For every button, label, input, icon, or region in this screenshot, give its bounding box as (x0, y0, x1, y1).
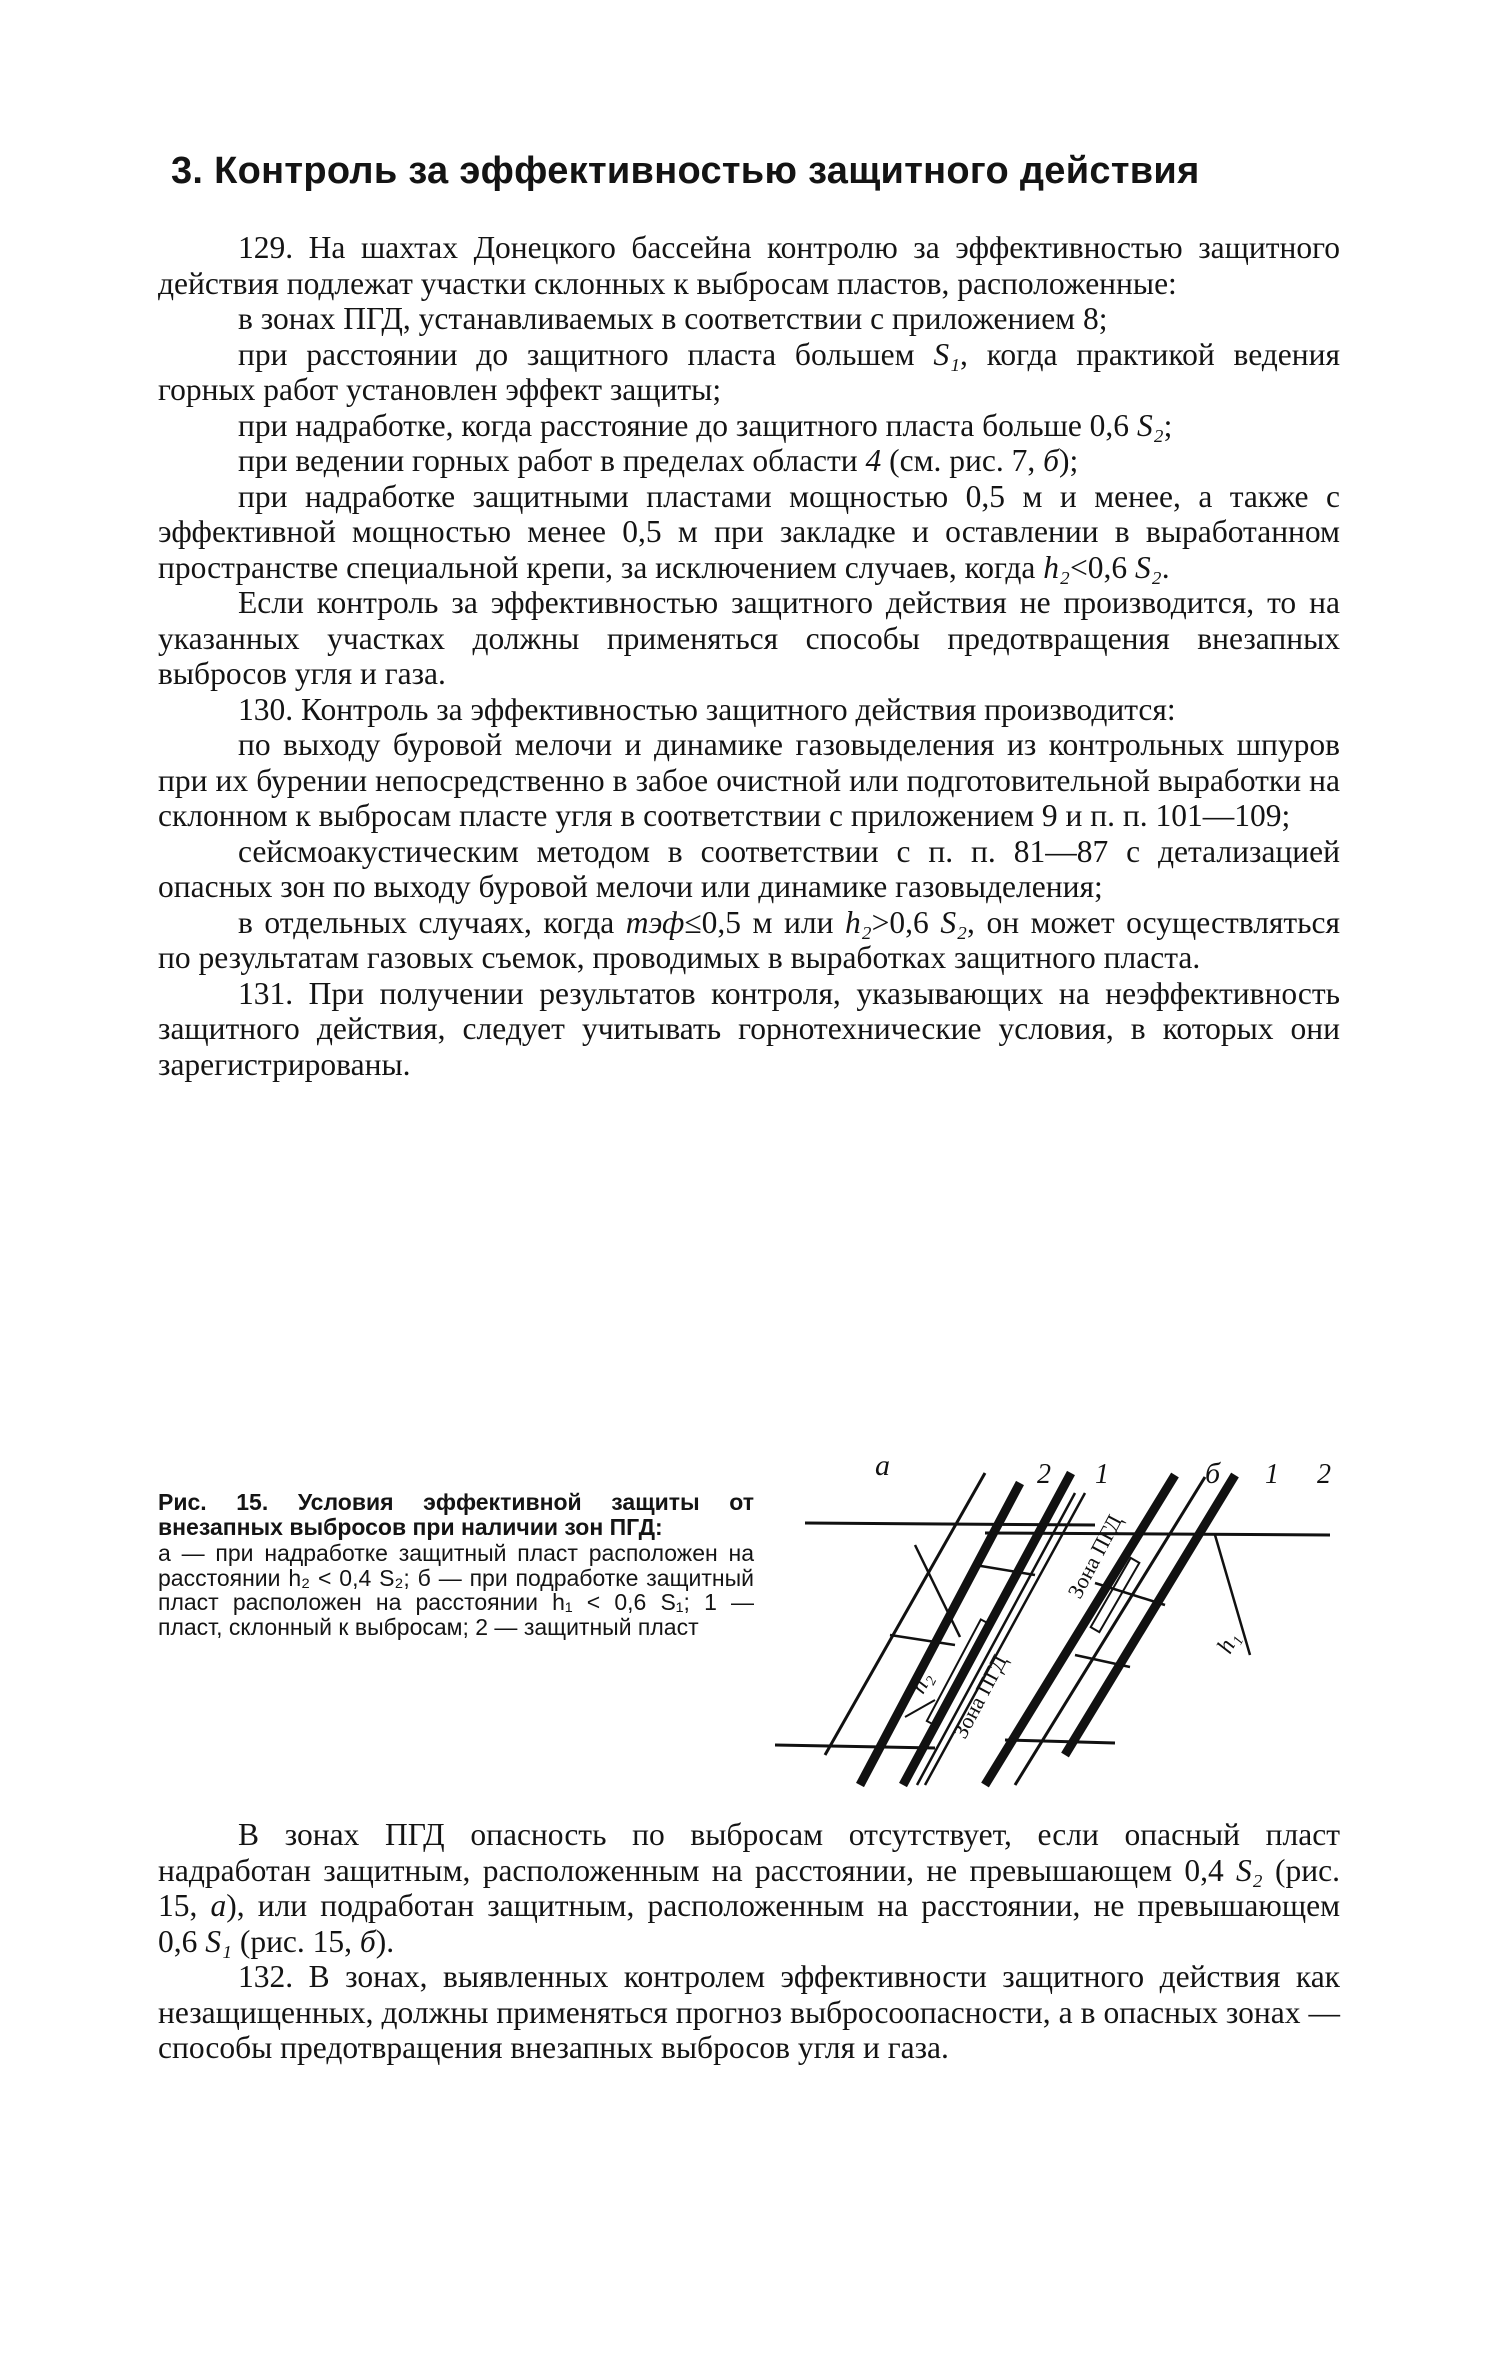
section-title: 3. Контроль за эффективностью защитного действия (171, 150, 1200, 192)
main-text-bottom (158, 1817, 1340, 2066)
label-a: а (875, 1455, 890, 1482)
legend-2: 2 — защитный пласт (475, 1613, 699, 1640)
h2-label: h₂ (905, 1667, 938, 1698)
paragraph-131: 131. При получении результатов контроля, указывающих на неэффективность защитного действия, следует учитывать горнотехнические условия, в которых они зарегистрированы. (158, 975, 1340, 1082)
paragraph-130-item-2: сейсмоакустическим методом в соответствии с п. п. 81—87 с детализацией опасных зон по выходу буровой мелочи или динамике газовыделения; (158, 833, 1340, 904)
legend-1: 1 — пласт, склонный к выбросам; (158, 1589, 755, 1640)
zone-label-a: Зона ПГД (947, 1650, 1013, 1743)
paragraph-132: 132. В зонах, выявленных контролем эффективности защитного действия как незащищенных, должны применяться прогноз выбросоопасности, а в опасных зонах — способы предотвращения внезапных выбросов угля и газа. (158, 1959, 1340, 2065)
figure-legend (158, 1541, 754, 1639)
paragraph-130-item-1: по выходу буровой мелочи и динамике газовыделения из контрольных шпуров при их бурении непосредственно в забое очистной или подготовительной выработки на склонном к выбросам пласте угля в соответствии с приложением 9 и п. п. 101—109; (158, 727, 1340, 833)
paragraph-after-figure: В зонах ПГД опасность по выбросам отсутствует, если опасный пласт надработан защитным, расположенным на расстоянии, не превышающем 0,4 S₂ (рис. 15, а), или подработан защитным, расположенным на расстоянии, не превышающем 0,6 S₁ (рис. 15, б). (158, 1817, 1340, 1959)
paragraph-129-note: Если контроль за эффективностью защитного действия не производится, то на указанных участках должны применяться способы предотвращения внезапных выбросов угля и газа. (158, 585, 1340, 691)
label-1-a: 1 (1095, 1459, 1109, 1490)
paragraph-129-item-4: при ведении горных работ в пределах области 4 (см. рис. 7, б); (238, 443, 1079, 478)
h1-label: h₁ (1212, 1627, 1245, 1658)
figure-15 (775, 1455, 1345, 1795)
paragraph-129-intro: 129. На шахтах Донецкого бассейна контролю за эффективностью защитного действия подлежат участки склонных к выбросам пластов, расположенные: (158, 230, 1340, 301)
paragraph-129-item-1: в зонах ПГД, устанавливаемых в соответствии с приложением 8; (238, 301, 1108, 336)
label-1-b: 1 (1265, 1459, 1279, 1490)
label-2-b: 2 (1317, 1459, 1331, 1490)
legend-b: б — при подработке защитный пласт расположен на расстоянии h₁ < 0,6 S₁; (158, 1564, 754, 1615)
paragraph-129-item-3: при надработке, когда расстояние до защитного пласта больше 0,6 S₂; (238, 407, 1173, 443)
main-text-top (158, 230, 1340, 1082)
zone-label-b: Зона ПГД (1062, 1510, 1128, 1603)
paragraph-130-item-3: в отдельных случаях, когда mэф≤0,5 м или h₂>0,6 S₂, он может осуществляться по результатам газовых съемок, проводимых в выработках защитного пласта. (158, 904, 1340, 975)
diagram-b (985, 1475, 1330, 1785)
paragraph-129-item-2: при расстоянии до защитного пласта большем S₁, когда практикой ведения горных работ установлен эффект защиты; (158, 336, 1340, 407)
legend-a: а — при надработке защитный пласт расположен на расстоянии h₂ < 0,4 S₂; (158, 1540, 754, 1591)
figure-caption (158, 1490, 754, 1639)
figure-caption-title: Рис. 15. Условия эффективной защиты от внезапных выбросов при наличии зон ПГД: (158, 1489, 754, 1540)
figure-15-diagram (775, 1455, 1345, 1795)
diagram-a (775, 1473, 1095, 1785)
paragraph-129-item-5: при надработке защитными пластами мощностью 0,5 м и менее, а также с эффективной мощностью менее 0,5 м при закладке и оставлении в выработанном пространстве специальной крепи, за исключением случаев, когда h₂<0,6 S₂. (158, 478, 1340, 585)
paragraph-130-intro: 130. Контроль за эффективностью защитного действия производится: (238, 691, 1176, 727)
label-2-a: 2 (1037, 1459, 1051, 1490)
label-b: б (1205, 1457, 1221, 1490)
